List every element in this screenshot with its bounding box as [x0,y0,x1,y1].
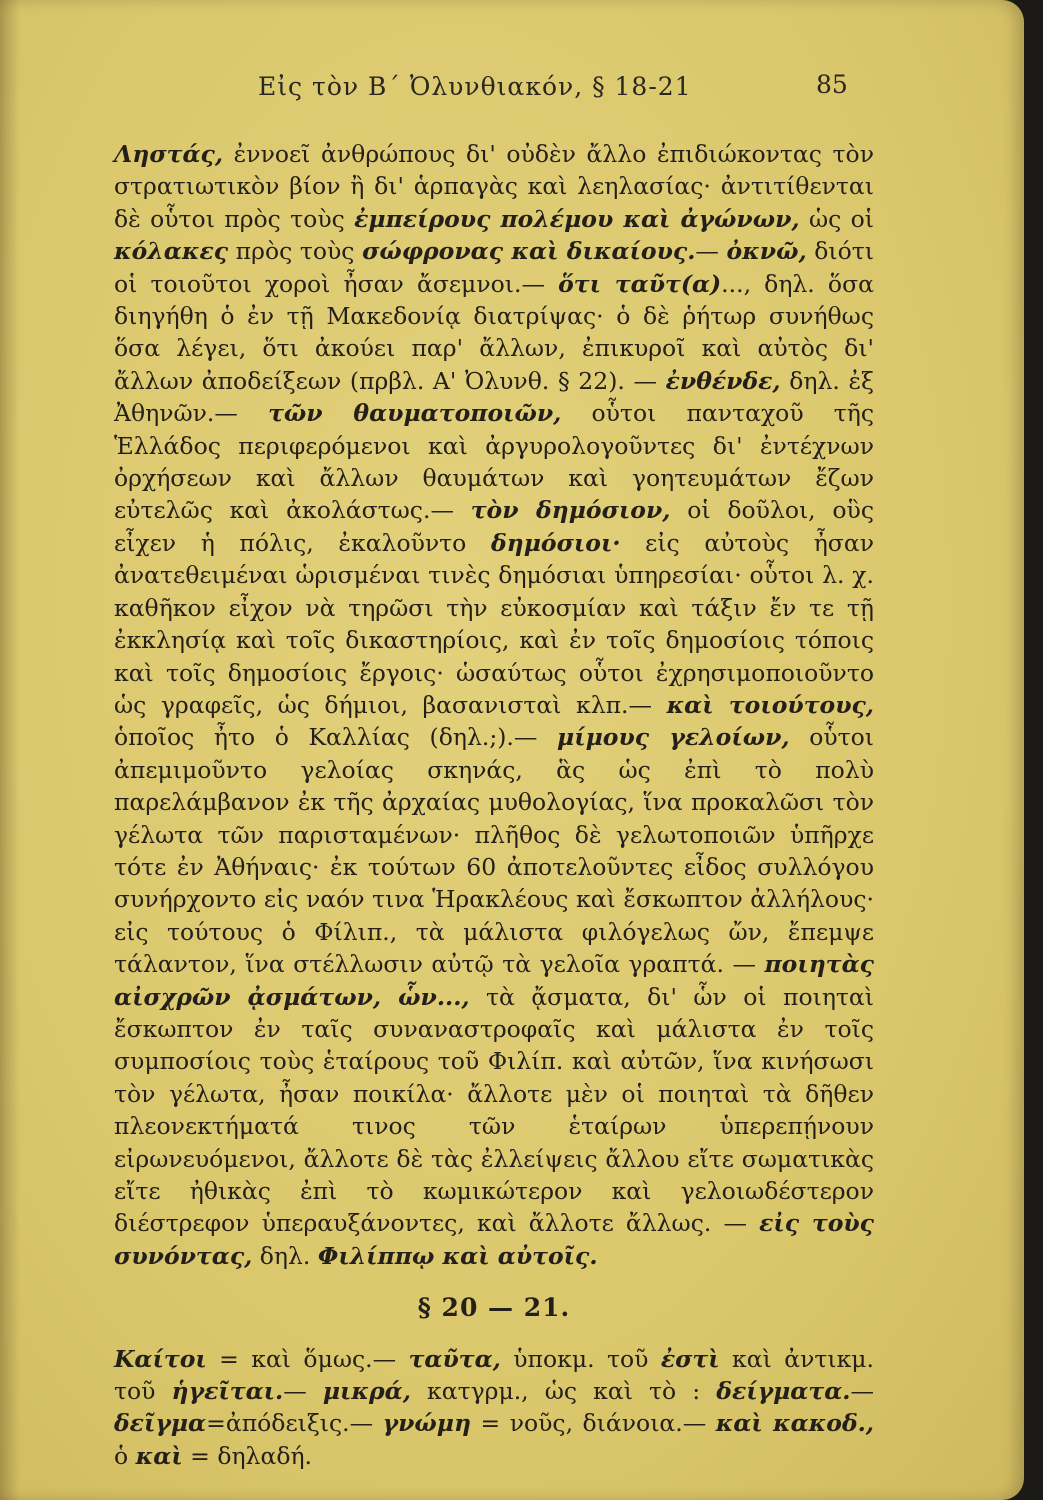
lemma: Καίτοι [114,1344,207,1373]
lemma: ταῦτα, [408,1344,501,1373]
gloss-text: οἱ δοῦλοι, οὓς εἶχεν ἡ πόλις, ἐκαλοῦντο [114,496,875,557]
gloss-text: = δηλαδή. [182,1441,313,1470]
lemma: καὶ τοιούτους, [666,690,874,719]
gloss-text: — [850,1377,874,1406]
lemma: δείγματα. [716,1377,851,1406]
gloss-text: οὗτοι πανταχοῦ τῆς Ἑλλάδος περιφερόμενοι καὶ ἀργυρολογοῦντες δι' ἐντέχνων ὀρχήσεων καὶ ἄλλων θαυμάτων καὶ γοητευμάτων ἔζων εὐτελῶς καὶ ἀκολάστως.— [114,399,875,525]
lemma: γνώμη [382,1409,472,1438]
page-header [0,72,1024,112]
lemma: καὶ κακοδ., [715,1409,874,1438]
lemma: ἐμπείρους πολέμου καὶ ἀγώνων, [354,204,800,233]
gloss-text: = νοῦς, διάνοια.— [471,1409,716,1438]
gloss-text: = καὶ ὅμως.— [206,1344,409,1373]
lemma: ἐνθένδε, [665,366,781,395]
lemma: κόλακες [114,237,229,266]
page-body [114,138,874,1472]
gloss-text: =ἀπόδειξις.— [206,1409,383,1438]
lemma: μικρά, [322,1377,411,1406]
lemma: ὀκνῶ, [726,237,807,266]
running-title: Εἰς τὸν Β΄ Ὀλυνθιακόν, § 18-21 [258,72,692,101]
lemma: ποιητὰς αἰσχρῶν ᾀσμάτων, ὧν..., [114,950,874,1011]
gloss-text: — [695,237,727,266]
section-heading: § 20 — 21. [417,1293,571,1323]
gloss-text: πρὸς τοὺς [228,237,363,266]
gloss-text: ἐννοεῖ ἀνθρώπους δι' οὐδὲν ἄλλο ἐπιδιώκοντας τὸν στρατιωτικὸν βίον ἢ δι' ἁρπαγὰς καὶ λεηλασίας· ἀντιτίθενται δὲ οὗτοι πρὸς τοὺς [114,140,874,233]
lemma: δεῖγμα [114,1409,207,1438]
gloss-text: εἰς αὐτοὺς ἦσαν ἀνατεθειμέναι ὡρισμέναι τινὲς δημόσιαι ὑπηρεσίαι· οὗτοι λ. χ. καθῆκον εἶχον νὰ τηρῶσι τὴν εὐκοσμίαν καὶ τάξιν ἔν τε τῇ ἐκκλησίᾳ καὶ τοῖς δικαστηρίοις, καὶ ἐν τοῖς δημοσίοις τόποις καὶ τοῖς δημοσίοις ἔργοις· ὡσαύτως οὗτοι ἐχρησιμοποιοῦντο ὡς γραφεῖς, ὡς δήμιοι, βασανισταὶ κλπ.— [114,528,875,719]
gloss-text: δηλ. ἐξ Ἀθηνῶν.— [114,366,874,428]
gloss-text: ὑποκμ. τοῦ [500,1344,661,1373]
gloss-text: διότι οἱ τοιοῦτοι χοροὶ ἦσαν ἄσεμνοι.— [114,237,874,298]
lemma: Ληστάς, [114,140,224,168]
lemma: ἐστὶ [660,1344,720,1373]
page-number: 85 [816,70,848,99]
gloss-text: δηλ. [252,1241,318,1270]
lemma: τῶν θαυματοποιῶν, [268,399,562,428]
gloss-text: οὗτοι ἀπεμιμοῦντο γελοίας σκηνάς, ἃς ὡς ἐπὶ τὸ πολὺ παρελάμβανον ἐκ τῆς ἀρχαίας μυθολογίας, ἵνα προκαλῶσι τὸν γέλωτα τῶν παρισταμένων· πλῆθος δὲ γελωτοποιῶν ὑπῆρχε τότε ἐν Ἀθήναις· ἐκ τούτων 60 ἀποτελοῦντες εἶδος συλλόγου συνήρχοντο εἰς ναόν τινα Ἡρακλέους καὶ ἔσκωπτον ἀλλήλους· εἰς τούτους ὁ Φίλιπ., τὰ μάλιστα φιλόγελως ὤν, ἔπεμψε τάλαντον, ἵνα στέλλωσιν αὐτῷ τὰ γελοῖα γραπτά. — [114,723,874,979]
lemma: εἰς τοὺς συνόντας, [114,1209,874,1270]
lemma: ἡγεῖται. [171,1377,284,1406]
gloss-text: ὁ [114,1441,136,1470]
gloss-text: ὁποῖος ἦτο ὁ Καλλίας (δηλ.;).— [114,723,557,752]
commentary-paragraph [114,1343,874,1473]
gloss-text: ..., δηλ. ὅσα διηγήθη ὁ ἐν τῇ Μακεδονίᾳ διατρίψας· ὁ δὲ ῥήτωρ συνήθως ὅσα λέγει, ὅτι ἀκούει παρ' ἄλλων, ἐπικυροῖ καὶ αὐτὸς δι' ἄλλων ἀποδείξεων (πρβλ. Α' Ὀλυνθ. § 22). — [114,269,874,395]
lemma: σώφρονας καὶ δικαίους. [362,237,696,266]
lemma: τὸν δημόσιον, [470,496,671,525]
commentary-paragraph [114,138,874,1272]
gloss-text: ὡς οἱ [799,204,874,233]
lemma: Φιλίππῳ καὶ αὐτοῖς. [317,1241,598,1270]
gloss-text: καὶ ἀντικμ. τοῦ [114,1344,874,1406]
lemma: δημόσιοι· [490,528,621,557]
lemma: μίμους γελοίων, [557,723,790,752]
gloss-text: κατγρμ., ὡς καὶ τὸ : [410,1377,717,1406]
gloss-text: — [283,1377,323,1406]
lemma: καὶ [135,1441,183,1470]
lemma: ὅτι ταῦτ(α) [558,269,722,298]
gloss-text: τὰ ᾄσματα, δι' ὧν οἱ ποιηταὶ ἔσκωπτον ἐν ταῖς συναναστροφαῖς καὶ μάλιστα ἐν τοῖς συμποσίοις τοὺς ἑταίρους τοῦ Φιλίπ. καὶ αὐτῶν, ἵνα κινήσωσι τὸν γέλωτα, ἦσαν ποικίλα· ἄλλοτε μὲν οἱ ποιηταὶ τὰ δῆθεν πλεονεκτήματά τινος τῶν ἑταίρων ὑπερεπῄνουν εἰρωνευόμενοι, ἄλλοτε δὲ τὰς ἐλλείψεις ἄλλου εἴτε σωματικὰς εἴτε ἠθικὰς ἐπὶ τὸ κωμικώτερον καὶ γελοιωδέστερον διέστρεφον ὑπεραυξάνοντες, καὶ ἄλλοτε ἄλλως. — [114,982,874,1238]
